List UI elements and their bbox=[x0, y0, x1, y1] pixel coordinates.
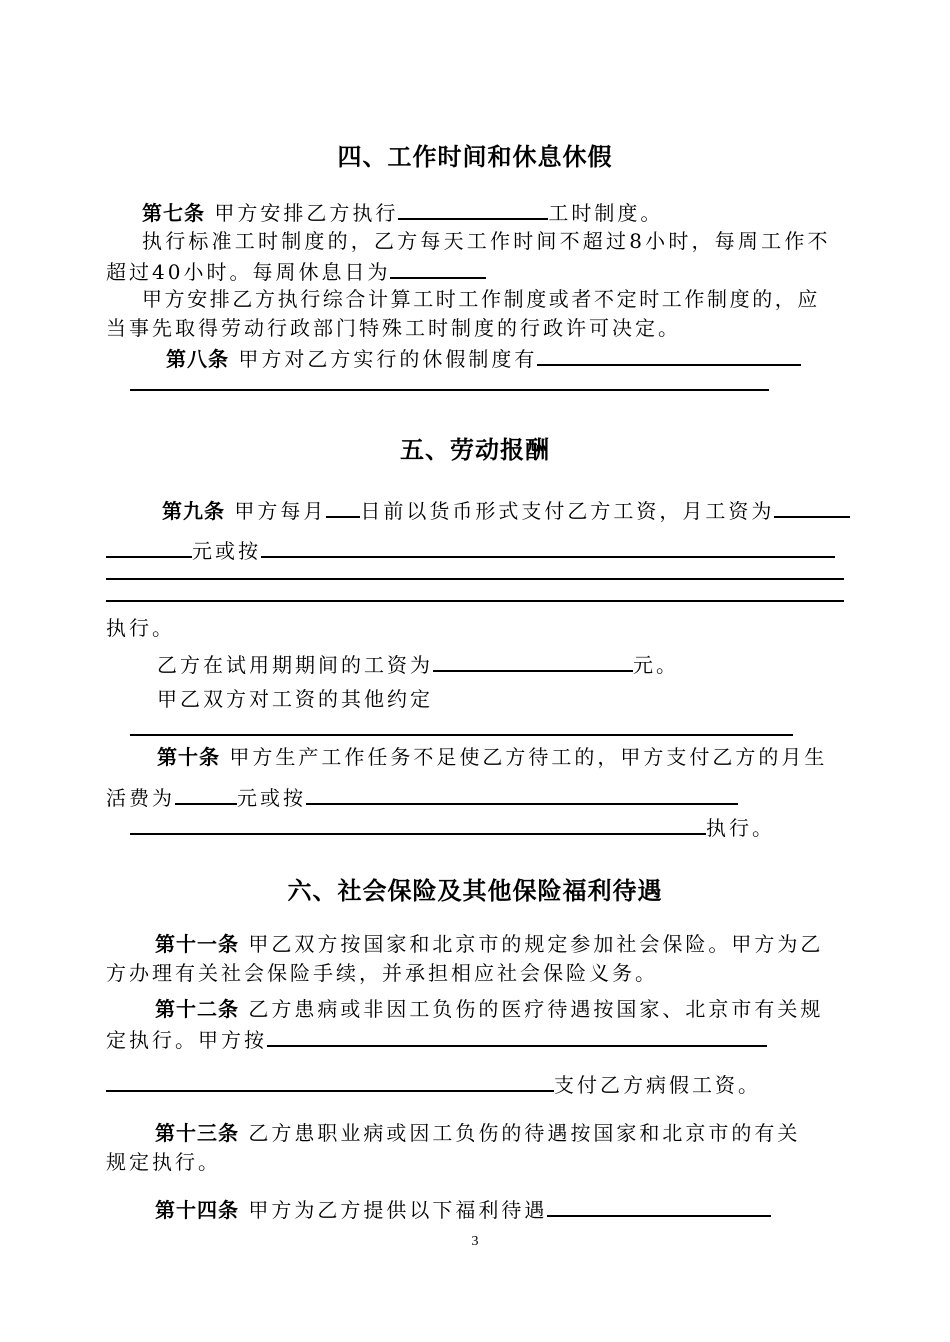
article-9-line2 bbox=[106, 536, 835, 564]
article-9-text-b: 日前以货币形式支付乙方工资，月工资为 bbox=[360, 499, 775, 523]
article-11-label: 第十一条 bbox=[155, 932, 239, 956]
article-12-text-c: 支付乙方病假工资。 bbox=[554, 1073, 761, 1097]
article-10-text-b: 元或按 bbox=[237, 786, 306, 810]
article-11 bbox=[155, 931, 823, 957]
article-9-label: 第九条 bbox=[162, 499, 225, 523]
standard-hours-line: 执行标准工时制度的，乙方每天工作时间不超过8小时，每周工作不 bbox=[142, 229, 831, 253]
article-9-text-a: 甲方每月 bbox=[234, 499, 327, 523]
article-12-text-a: 乙方患病或非因工负伤的医疗待遇按国家、北京市有关规 bbox=[248, 997, 824, 1021]
article-8-label: 第八条 bbox=[166, 347, 229, 371]
article-9-text-c: 元或按 bbox=[192, 539, 261, 563]
blank-line-leave-system[interactable] bbox=[130, 389, 769, 391]
article-8 bbox=[166, 344, 801, 372]
article-14 bbox=[155, 1195, 771, 1223]
article-10-exec: 执行。 bbox=[706, 816, 775, 840]
blank-line-other-wage[interactable] bbox=[130, 734, 793, 736]
blank-allowance-basis-cont[interactable] bbox=[130, 813, 706, 835]
blank-line-wage-2[interactable] bbox=[106, 600, 844, 602]
article-12-text-b: 定执行。甲方按 bbox=[106, 1028, 267, 1052]
article-7-text-a: 甲方安排乙方执行 bbox=[214, 201, 399, 225]
article-12-line3 bbox=[106, 1070, 761, 1098]
article-10 bbox=[157, 744, 827, 770]
article-8-text: 甲方对乙方实行的休假制度有 bbox=[238, 347, 538, 371]
blank-monthly-wage[interactable] bbox=[774, 496, 850, 518]
article-14-text: 甲方为乙方提供以下福利待遇 bbox=[248, 1198, 548, 1222]
section-heading-5: 五、劳动报酬 bbox=[400, 436, 550, 464]
article-13-text-b: 规定执行。 bbox=[106, 1150, 221, 1174]
permit-line: 当事先取得劳动行政部门特殊工时制度的行政许可决定。 bbox=[106, 316, 681, 340]
blank-line-wage-1[interactable] bbox=[106, 578, 844, 580]
article-12-label: 第十二条 bbox=[155, 997, 239, 1021]
article-10-label: 第十条 bbox=[157, 745, 220, 769]
blank-rest-day[interactable] bbox=[390, 257, 486, 279]
probation-wage-text-a: 乙方在试用期期间的工资为 bbox=[157, 653, 433, 677]
probation-wage-text-b: 元。 bbox=[633, 653, 679, 677]
rest-day-text: 超过40小时。每周休息日为 bbox=[106, 260, 391, 284]
blank-sick-pay-basis[interactable] bbox=[267, 1025, 767, 1047]
article-13-label: 第十三条 bbox=[155, 1121, 239, 1145]
probation-wage-line bbox=[157, 650, 679, 678]
article-10-text-a: 活费为 bbox=[106, 786, 175, 810]
blank-probation-wage[interactable] bbox=[433, 650, 633, 672]
article-7 bbox=[142, 198, 663, 226]
blank-work-hour-system[interactable] bbox=[398, 198, 548, 220]
article-10-line3 bbox=[130, 813, 775, 841]
article-7-text-b: 工时制度。 bbox=[548, 201, 664, 225]
rest-day-line bbox=[106, 257, 486, 285]
other-wage-agreement: 甲乙双方对工资的其他约定 bbox=[157, 687, 433, 711]
blank-allowance-basis[interactable] bbox=[306, 783, 738, 805]
article-11-text-a: 甲乙双方按国家和北京市的规定参加社会保险。甲方为乙 bbox=[248, 932, 824, 956]
blank-benefits[interactable] bbox=[547, 1195, 771, 1217]
blank-monthly-wage-cont[interactable] bbox=[106, 536, 192, 558]
article-10-line2 bbox=[106, 783, 738, 811]
article-14-label: 第十四条 bbox=[155, 1198, 239, 1222]
article-12-line2 bbox=[106, 1025, 767, 1053]
blank-sick-pay-basis-cont[interactable] bbox=[106, 1070, 554, 1092]
article-13 bbox=[155, 1120, 800, 1146]
article-7-label: 第七条 bbox=[142, 201, 205, 225]
blank-leave-system[interactable] bbox=[537, 344, 801, 366]
blank-pay-day[interactable] bbox=[326, 496, 360, 518]
article-9 bbox=[162, 496, 850, 524]
flexible-hours-line: 甲方安排乙方执行综合计算工时工作制度或者不定时工作制度的，应 bbox=[142, 287, 820, 311]
blank-living-allowance[interactable] bbox=[175, 783, 237, 805]
blank-wage-basis[interactable] bbox=[261, 536, 835, 558]
wage-exec-text: 执行。 bbox=[106, 616, 175, 640]
section-heading-6: 六、社会保险及其他保险福利待遇 bbox=[287, 877, 663, 905]
page-number: 3 bbox=[471, 1234, 479, 1249]
section-heading-4: 四、工作时间和休息休假 bbox=[337, 143, 613, 171]
article-10-text: 甲方生产工作任务不足使乙方待工的，甲方支付乙方的月生 bbox=[229, 745, 828, 769]
article-13-text-a: 乙方患职业病或因工负伤的待遇按国家和北京市的有关 bbox=[248, 1121, 801, 1145]
article-11-text-b: 方办理有关社会保险手续，并承担相应社会保险义务。 bbox=[106, 961, 658, 985]
article-12 bbox=[155, 996, 823, 1022]
